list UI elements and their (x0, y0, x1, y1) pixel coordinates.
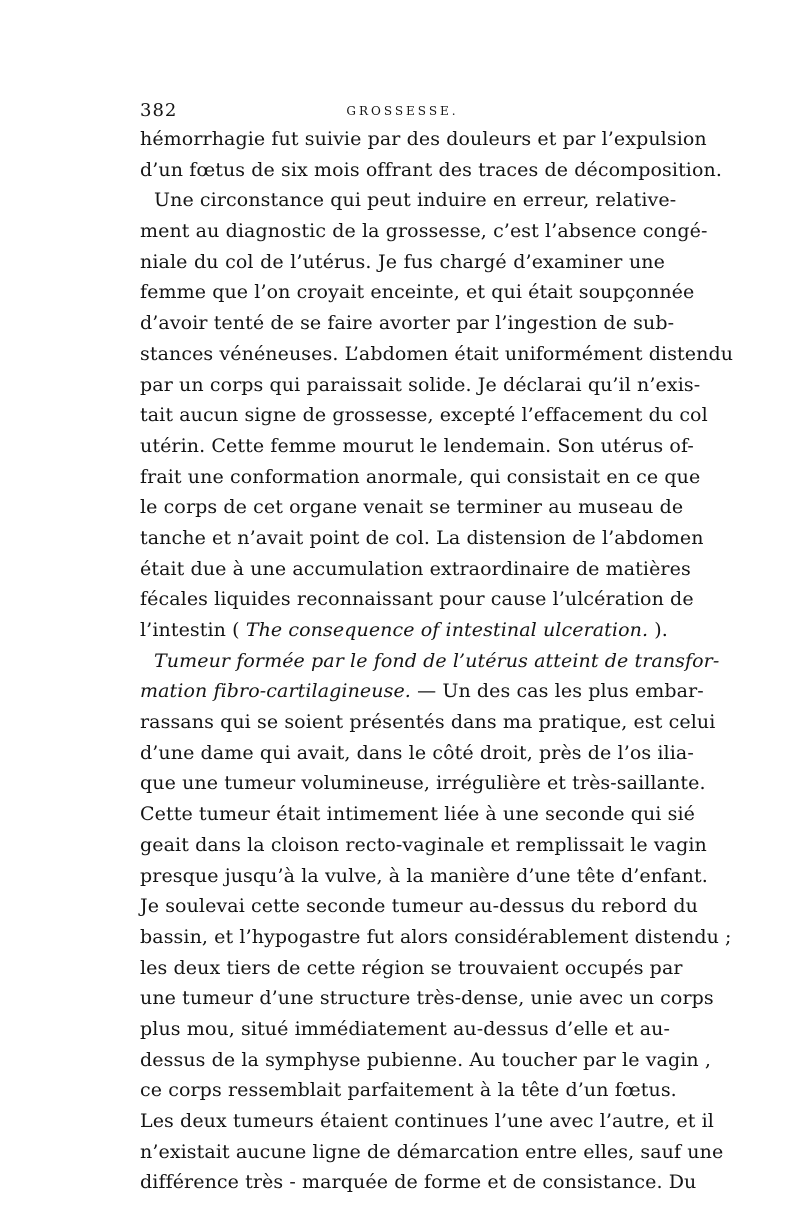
english-citation: The consequence of intestinal ulceration. (245, 619, 649, 641)
text-line: était due à une accumulation extraordinaire de matières (140, 557, 691, 580)
text-line: l’intestin ( The consequence of intestinal ulceration. ). (140, 619, 668, 641)
text-line: d’avoir tenté de se faire avorter par l’ingestion de sub- (140, 312, 675, 335)
text-line: niale du col de l’utérus. Je fus chargé d’examiner une (140, 250, 665, 273)
text-line: dessus de la symphyse pubienne. Au toucher par le vagin , (140, 1048, 712, 1071)
page-header (140, 100, 665, 124)
text-line: différence très - marquée de forme et de consistance. Du (140, 1171, 697, 1194)
text-line: femme que l’on croyait enceinte, et qui était soupçonnée (140, 281, 695, 304)
text-line: tait aucun signe de grossesse, excepté l’effacement du col (140, 404, 708, 427)
text-line: ment au diagnostic de la grossesse, c’est l’absence congé- (140, 220, 708, 243)
text-line: stances vénéneuses. L’abdomen était uniformément distendu (140, 342, 734, 365)
text-line: hémorrhagie fut suivie par des douleurs et par l’expulsion (140, 128, 707, 150)
text-line: le corps de cet organe venait se terminer au museau de (140, 496, 684, 519)
text-line: utérin. Cette femme mourut le lendemain. Son utérus of- (140, 434, 694, 457)
text-line: d’un fœtus de six mois offrant des traces de décomposition. (140, 158, 722, 181)
text-line: bassin, et l’hypogastre fut alors considérablement distendu ; (140, 925, 732, 948)
text-line: frait une conformation anormale, qui consistait en ce que (140, 465, 701, 488)
section-heading: Tumeur formée par le fond de l’utérus atteint de transfor- (154, 649, 720, 672)
text-line: d’une dame qui avait, dans le côté droit, près de l’os ilia- (140, 741, 694, 764)
text-line: plus mou, situé immédiatement au-dessus d’elle et au- (140, 1017, 670, 1040)
text-line: ce corps ressemblait parfaitement à la tête d’un fœtus. (140, 1079, 677, 1102)
text-line: fécales liquides reconnaissant pour cause l’ulcération de (140, 588, 694, 611)
text-line: que une tumeur volumineuse, irrégulière et très-saillante. (140, 772, 706, 795)
body-text (140, 124, 734, 1198)
text-line: une tumeur d’une structure très-dense, unie avec un corps (140, 987, 714, 1010)
text-line: geait dans la cloison recto-vaginale et remplissait le vagin (140, 833, 707, 856)
text-line: presque jusqu’à la vulve, à la manière d’une tête d’enfant. (140, 864, 708, 887)
section-heading-end: mation fibro-cartilagineuse. (140, 680, 411, 703)
text-line: n’existait aucune ligne de démarcation entre elles, sauf une (140, 1140, 724, 1163)
text-line: mation fibro-cartilagineuse. — Un des cas les plus embar- (140, 680, 704, 703)
text-line: rassans qui se soient présentés dans ma pratique, est celui (140, 711, 716, 734)
text-line: Je soulevai cette seconde tumeur au-dessus du rebord du (140, 895, 698, 918)
text-line: par un corps qui paraissait solide. Je déclarai qu’il n’exis- (140, 373, 701, 396)
page-number: 382 (140, 100, 178, 121)
text-line: Une circonstance qui peut induire en erreur, relative- (154, 189, 677, 212)
running-head: GROSSESSE. (346, 104, 459, 118)
text-line: tanche et n’avait point de col. La distension de l’abdomen (140, 526, 704, 549)
text-line: Les deux tumeurs étaient continues l’une avec l’autre, et il (140, 1110, 714, 1132)
text-line: Cette tumeur était intimement liée à une seconde qui sié (140, 803, 695, 826)
text-line: les deux tiers de cette région se trouvaient occupés par (140, 956, 683, 979)
